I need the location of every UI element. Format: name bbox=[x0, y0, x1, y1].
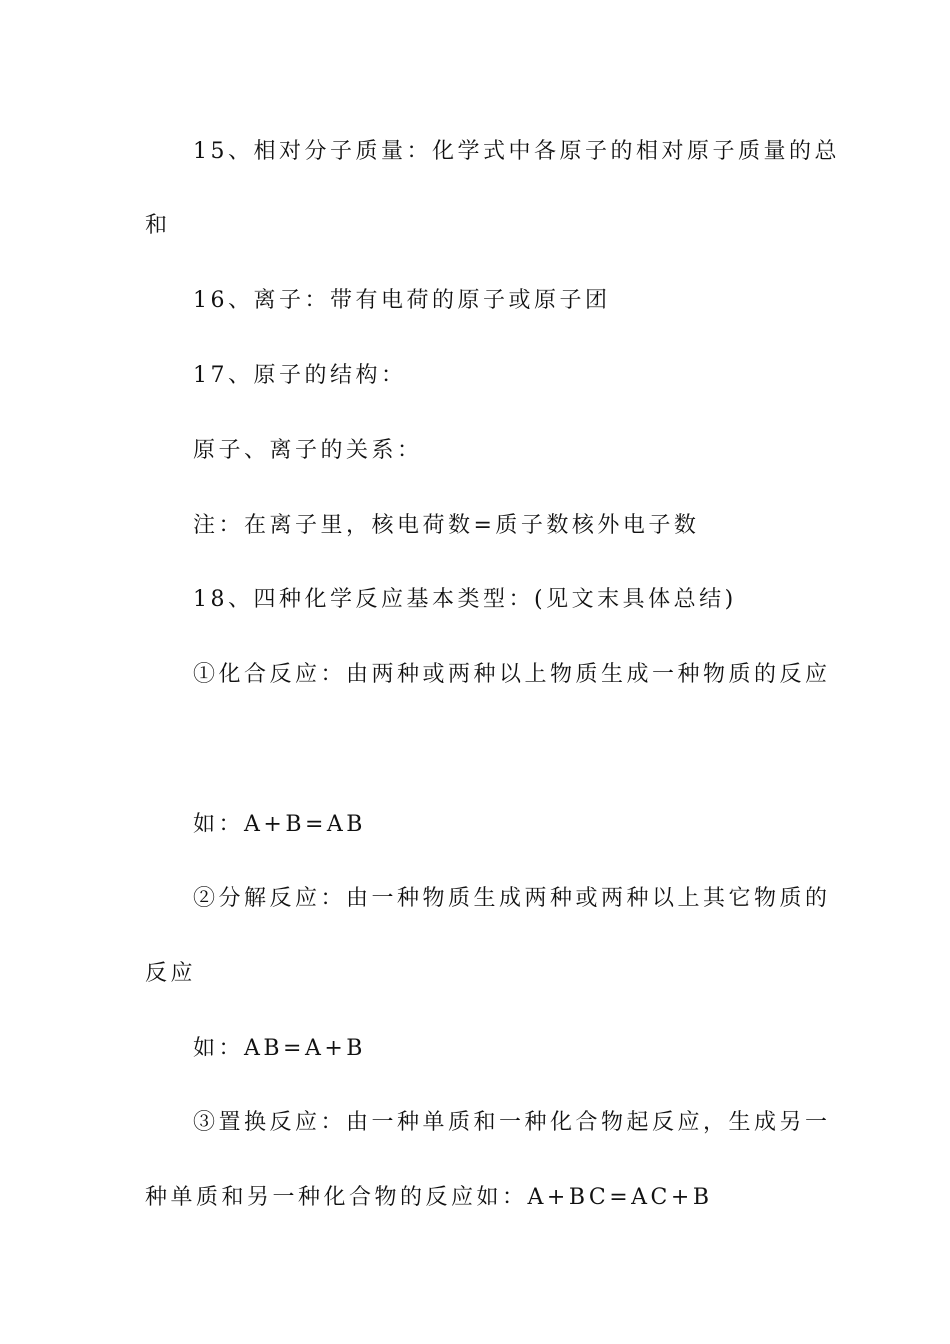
atom-ion-relation: 原子、离子的关系： bbox=[193, 438, 423, 463]
decomposition-reaction-line-1: ②分解反应：由一种物质生成两种或两种以上其它物质的 bbox=[193, 886, 831, 911]
definition-17: 17、原子的结构： bbox=[193, 363, 407, 388]
combination-example: 如：A+B=AB bbox=[193, 812, 366, 837]
displacement-reaction-line-2: 种单质和另一种化合物的反应如：A+BC=AC+B bbox=[145, 1185, 713, 1210]
displacement-reaction-line-1: ③置换反应：由一种单质和一种化合物起反应，生成另一 bbox=[193, 1110, 831, 1135]
combination-reaction: ①化合反应：由两种或两种以上物质生成一种物质的反应 bbox=[193, 662, 831, 687]
decomposition-reaction-line-2: 反应 bbox=[145, 961, 197, 986]
definition-15-line-1: 15、相对分子质量：化学式中各原子的相对原子质量的总 bbox=[193, 139, 840, 164]
definition-16: 16、离子：带有电荷的原子或原子团 bbox=[193, 288, 611, 313]
definition-18: 18、四种化学反应基本类型：(见文末具体总结) bbox=[193, 587, 737, 612]
definition-15-line-2: 和 bbox=[145, 213, 171, 238]
decomposition-example: 如：AB=A+B bbox=[193, 1036, 366, 1061]
ion-note: 注：在离子里，核电荷数=质子数核外电子数 bbox=[193, 513, 700, 538]
